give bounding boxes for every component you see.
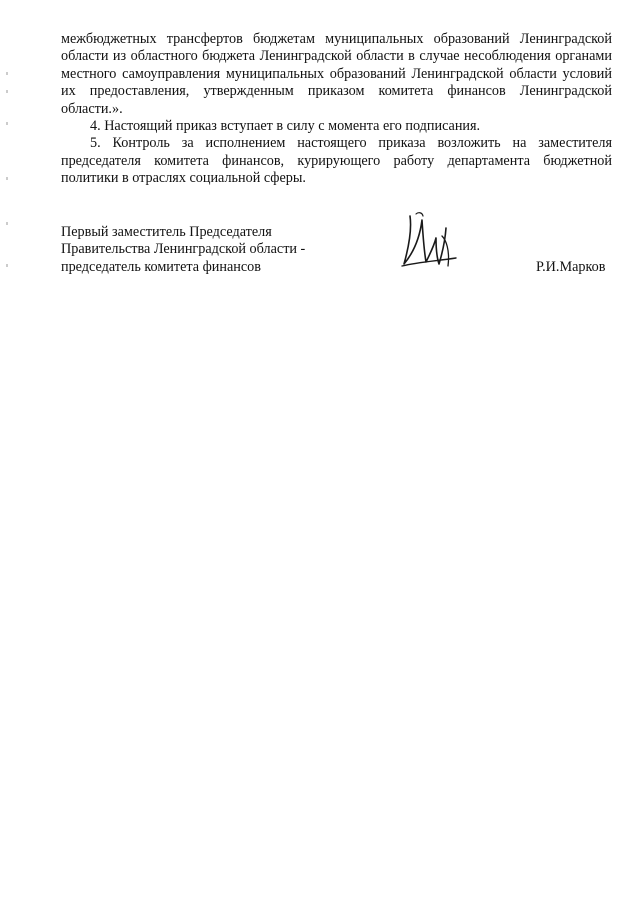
position-line-3: председатель комитета финансов (61, 258, 261, 275)
scan-margin-marks (5, 72, 9, 282)
signatory-name: Р.И.Марков (536, 259, 606, 275)
paragraph-continuation: межбюджетных трансфертов бюджетам муниципальных образований Ленинградской области из областного бюджета Ленинградской области в случае несоблюдения органами местного самоуправления муниципальных образований Ленинградской области условий их предоставления, утвержденным приказом комитета финансов Ленинградской области.». (61, 31, 612, 117)
position-line-2: Правительства Ленинградской области - (61, 241, 306, 258)
paragraph-item-4: 4. Настоящий приказ вступает в силу с момента его подписания. (90, 118, 481, 135)
paragraph-item-5: 5. Контроль за исполнением настоящего приказа возложить на заместителя председателя комитета финансов, курирующего работу департамента бюджетной политики в отраслях социальной сферы. (61, 135, 612, 187)
position-line-1: Первый заместитель Председателя (61, 224, 272, 240)
document-body (61, 31, 612, 188)
handwritten-signature (396, 206, 462, 276)
signatory-position (61, 224, 361, 276)
